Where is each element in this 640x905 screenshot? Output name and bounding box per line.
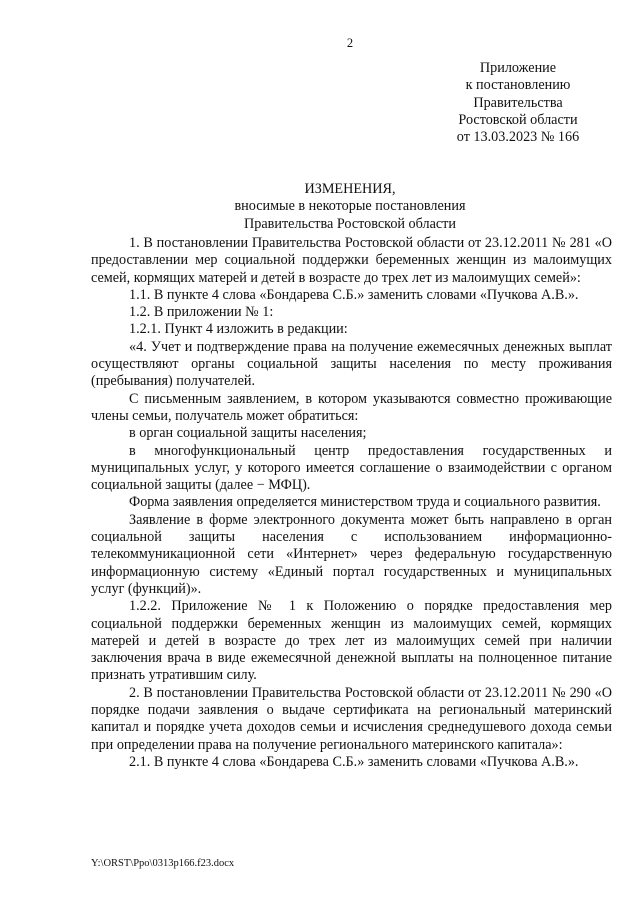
document-body	[91, 235, 612, 771]
appendix-line: Приложение	[479, 60, 557, 76]
paragraph: 2. В постановлении Правительства Ростовской области от 23.12.2011 № 290 «О порядке подачи заявления о выдаче сертификата на региональный материнский капитал и порядке учета доходов семьи и исчисления среднедушевого дохода семьи при определении права на получение регионального материнского капитала»:	[91, 684, 612, 753]
appendix-line: к постановлению	[465, 77, 571, 94]
page-number: 2	[346, 36, 354, 50]
paragraph: Форма заявления определяется министерством труда и социального развития.	[129, 494, 601, 511]
heading-subtitle: вносимые в некоторые постановления	[234, 198, 466, 215]
paragraph: 1. В постановлении Правительства Ростовской области от 23.12.2011 № 281 «О предоставлении мер социальной поддержки беременных женщин из малоимущих семей, кормящих матерей и детей в возрасте до трех лет из малоимущих семей»:	[91, 235, 612, 286]
heading-subtitle: Правительства Ростовской области	[244, 215, 456, 232]
appendix-line: Правительства	[473, 94, 563, 111]
paragraph: Заявление в форме электронного документа может быть направлено в орган социальной защиты населения с использованием информационно-телекоммуникационной сети «Интернет» через федеральную государственную информационную систему «Единый портал государственных и муниципальных услуг (функций)».	[91, 511, 612, 597]
appendix-line: Ростовской области	[458, 111, 578, 128]
paragraph: «4. Учет и подтверждение права на получение ежемесячных денежных выплат осуществляют органы социальной защиты населения по месту проживания (пребывания) получателей.	[91, 338, 612, 390]
document-heading	[160, 181, 540, 233]
heading-title: ИЗМЕНЕНИЯ,	[304, 181, 396, 197]
paragraph: в орган социальной защиты населения;	[129, 425, 367, 442]
paragraph: 1.2.2. Приложение № 1 к Положению о порядке предоставления мер социальной поддержки беременных женщин из малоимущих семей, кормящих матерей и детей в возрасте до трех лет из малоимущих семей при наличии заключения врача в виде ежемесячной денежной выплаты на полноценное питание признать утратившим силу.	[91, 598, 612, 684]
paragraph: С письменным заявлением, в котором указываются совместно проживающие члены семьи, получатель может обратиться:	[91, 390, 612, 424]
appendix-block	[440, 60, 596, 146]
paragraph: в многофункциональный центр предоставления государственных и муниципальных услуг, у которого имеется соглашение о взаимодействии с органом социальной защиты (далее − МФЦ).	[91, 442, 612, 494]
appendix-line: от 13.03.2023 № 166	[456, 129, 580, 146]
paragraph: 1.2. В приложении № 1:	[129, 304, 274, 321]
paragraph: 2.1. В пункте 4 слова «Бондарева С.Б.» заменить словами «Пучкова А.В.».	[129, 753, 579, 770]
footer-file-path: Y:\ORST\Ppo\0313p166.f23.docx	[91, 858, 235, 869]
paragraph: 1.2.1. Пункт 4 изложить в редакции:	[129, 321, 348, 338]
paragraph: 1.1. В пункте 4 слова «Бондарева С.Б.» заменить словами «Пучкова А.В.».	[129, 286, 579, 303]
